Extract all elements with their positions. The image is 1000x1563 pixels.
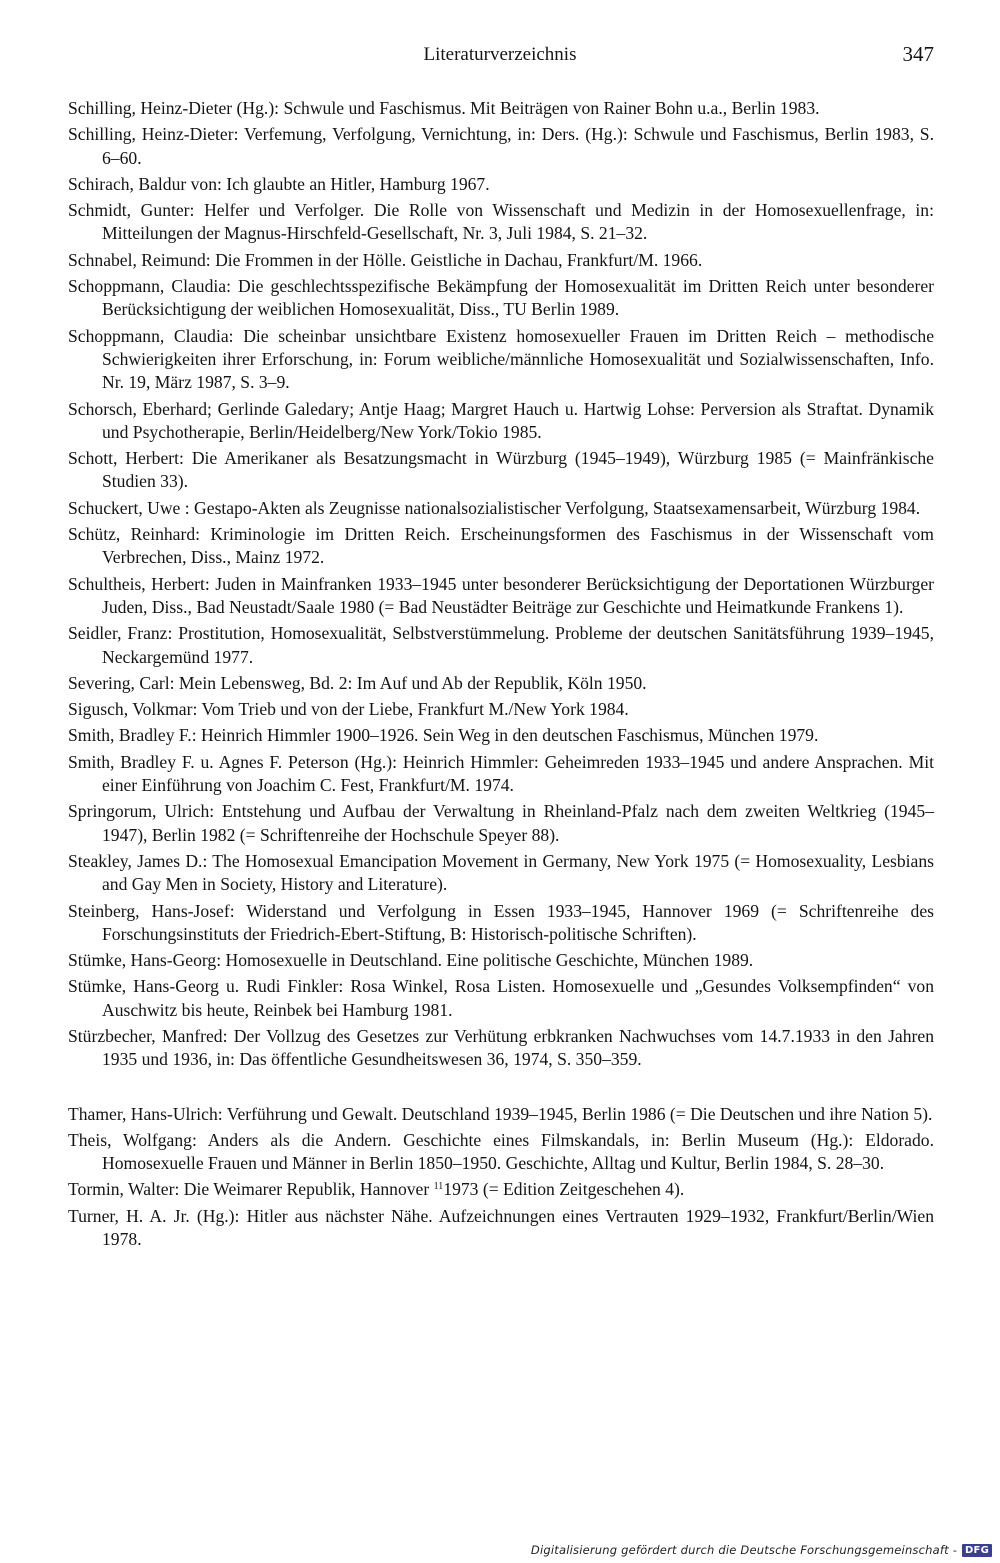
bibliography-entry: Schultheis, Herbert: Juden in Mainfranken 1933–1945 unter besonderer Berücksichtigung der Deportationen Würzburger Juden, Diss., Bad Neustadt/Saale 1980 (= Bad Neustädter Beiträge zur Geschichte und Heimatkunde Frankens 1). (68, 573, 934, 617)
page-number: 347 (902, 42, 934, 66)
bibliography-entry: Thamer, Hans-Ulrich: Verführung und Gewalt. Deutschland 1939–1945, Berlin 1986 (= Die Deutschen und ihre Nation 5). (68, 1103, 933, 1124)
bibliography-entry: Schilling, Heinz-Dieter: Verfemung, Verfolgung, Vernichtung, in: Ders. (Hg.): Schwule und Faschismus, Berlin 1983, S. 6–60. (68, 124, 934, 168)
dfg-logo: DFG (962, 1544, 992, 1557)
bibliography-entry: Schütz, Reinhard: Kriminologie im Dritten Reich. Erscheinungsformen des Faschismus in der Wissenschaft vom Verbrechen, Diss., Mainz 1972. (68, 524, 934, 568)
bibliography-entry: Turner, H. A. Jr. (Hg.): Hitler aus nächster Nähe. Aufzeichnungen eines Vertrauten 1929–1932, Frankfurt/Berlin/Wien 1978. (68, 1205, 934, 1250)
bibliography-entry: Steinberg, Hans-Josef: Widerstand und Verfolgung in Essen 1933–1945, Hannover 1969 (= Schriftenreihe des Forschungsinstituts der Friedrich-Ebert-Stiftung, B: Historisch-politische Schriften). (68, 900, 934, 944)
bibliography-entry: Springorum, Ulrich: Entstehung und Aufbau der Verwaltung in Rheinland-Pfalz nach dem zweiten Weltkrieg (1945–1947), Berlin 1982 (= Schriftenreihe der Hochschule Speyer 88). (68, 801, 934, 845)
footer-text: Digitalisierung gefördert durch die Deutsche Forschungsgemeinschaft - (530, 1543, 958, 1557)
bibliography-entry: Schott, Herbert: Die Amerikaner als Besatzungsmacht in Würzburg (1945–1949), Würzburg 1985 (= Mainfränkische Studien 33). (68, 448, 934, 492)
bibliography-entry-tormin (68, 1178, 934, 1201)
edition-superscript: 11 (433, 1181, 444, 1193)
running-header-title: Literaturverzeichnis (423, 44, 577, 65)
digitization-footer (531, 1543, 992, 1557)
bibliography-entry: Schuckert, Uwe : Gestapo-Akten als Zeugnisse nationalsozialistischer Verfolgung, Staatsexamensarbeit, Würzburg 1984. (68, 497, 921, 518)
bibliography-entry: Stürzbecher, Manfred: Der Vollzug des Gesetzes zur Verhütung erbkranken Nachwuchses vom 14.7.1933 in den Jahren 1935 und 1936, in: Das öffentliche Gesundheitswesen 36, 1974, S. 350–359. (68, 1025, 934, 1070)
bibliography-entry: Smith, Bradley F. u. Agnes F. Peterson (Hg.): Heinrich Himmler: Geheimreden 1933–1945 und andere Ansprachen. Mit einer Einführung von Joachim C. Fest, Frankfurt/M. 1974. (68, 751, 934, 796)
bibliography-entry: Schoppmann, Claudia: Die geschlechtsspezifische Bekämpfung der Homosexualität im Dritten Reich unter besonderer Berücksichtigung der weiblichen Homosexualität, Diss., TU Berlin 1989. (68, 276, 934, 320)
bibliography-entry: Schoppmann, Claudia: Die scheinbar unsichtbare Existenz homosexueller Frauen im Dritten Reich – methodische Schwierigkeiten ihrer Erforschung, in: Forum weibliche/männliche Homosexualität und Sozialwissenschaften, Info. Nr. 19, März 1987, S. 3–9. (68, 325, 934, 393)
bibliography-list (68, 97, 934, 1254)
entry-text: Tormin, Walter: Die Weimarer Republik, Hannover (68, 1179, 434, 1200)
bibliography-entry: Stümke, Hans-Georg: Homosexuelle in Deutschland. Eine politische Geschichte, München 1989. (68, 950, 754, 971)
bibliography-entry: Sigusch, Volkmar: Vom Trieb und von der Liebe, Frankfurt M./New York 1984. (68, 699, 629, 720)
bibliography-entry: Theis, Wolfgang: Anders als die Andern. Geschichte eines Filmskandals, in: Berlin Museum (Hg.): Eldorado. Homosexuelle Frauen und Männer in Berlin 1850–1950. Geschichte, Alltag und Kultur, Berlin 1984, S. 28–30. (68, 1129, 934, 1174)
bibliography-entry: Schnabel, Reimund: Die Frommen in der Hölle. Geistliche in Dachau, Frankfurt/M. 1966. (68, 249, 703, 270)
bibliography-entry: Severing, Carl: Mein Lebensweg, Bd. 2: Im Auf und Ab der Republik, Köln 1950. (68, 672, 647, 693)
bibliography-entry: Schorsch, Eberhard; Gerlinde Galedary; Antje Haag; Margret Hauch u. Hartwig Lohse: Perversion als Straftat. Dynamik und Psychotherapie, Berlin/Heidelberg/New York/Tokio 1985. (68, 398, 934, 442)
bibliography-entry: Schirach, Baldur von: Ich glaubte an Hitler, Hamburg 1967. (68, 173, 490, 194)
bibliography-entry: Schmidt, Gunter: Helfer und Verfolger. Die Rolle von Wissenschaft und Medizin in der Homosexuellenfrage, in: Mitteilungen der Magnus-Hirschfeld-Gesellschaft, Nr. 3, Juli 1984, S. 21–32. (68, 200, 934, 244)
bibliography-entry: Smith, Bradley F.: Heinrich Himmler 1900–1926. Sein Weg in den deutschen Faschismus, München 1979. (68, 725, 819, 746)
entry-text: 1973 (= Edition Zeitgeschehen 4). (443, 1179, 685, 1200)
bibliography-entry: Stümke, Hans-Georg u. Rudi Finkler: Rosa Winkel, Rosa Listen. Homosexuelle und „Gesundes Volksempfinden“ von Auschwitz bis heute, Reinbek bei Hamburg 1981. (68, 976, 934, 1020)
bibliography-entry: Steakley, James D.: The Homosexual Emancipation Movement in Germany, New York 1975 (= Homosexuality, Lesbians and Gay Men in Society, History and Literature). (68, 850, 934, 895)
bibliography-entry: Seidler, Franz: Prostitution, Homosexualität, Selbstverstümmelung. Probleme der deutschen Sanitätsführung 1939–1945, Neckargemünd 1977. (68, 623, 934, 667)
bibliography-entry: Schilling, Heinz-Dieter (Hg.): Schwule und Faschismus. Mit Beiträgen von Rainer Bohn u.a., Berlin 1983. (68, 98, 820, 118)
running-header (0, 42, 1000, 72)
